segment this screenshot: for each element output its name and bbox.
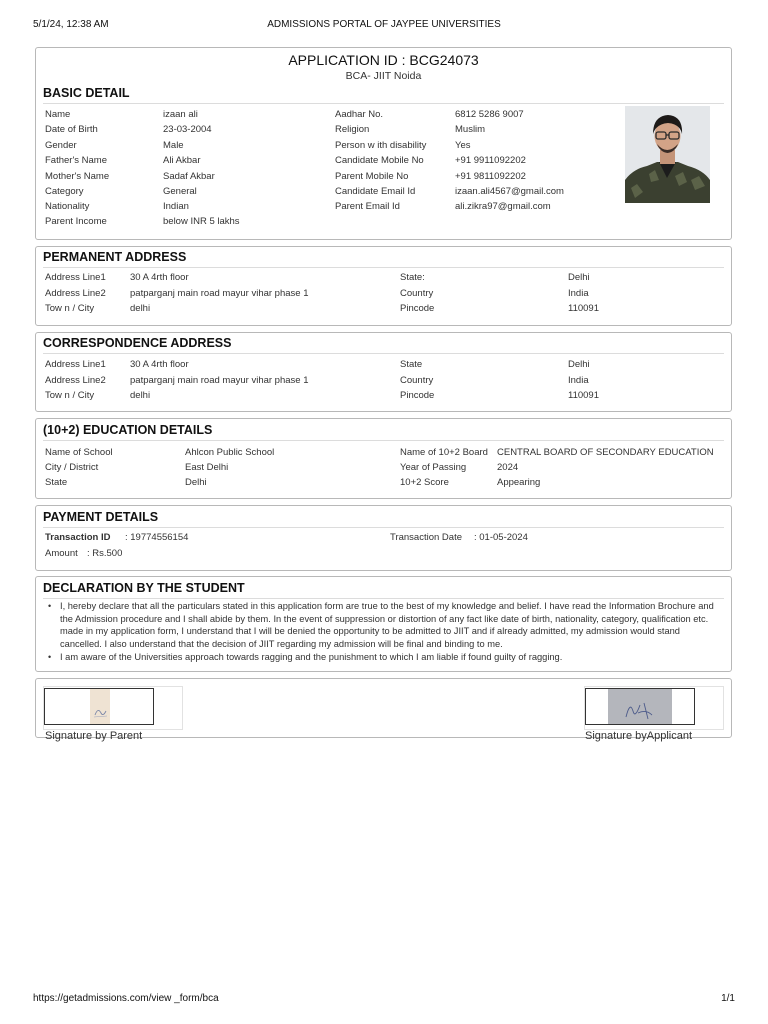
parent-signature-image	[44, 688, 154, 725]
field-label: Address Line1	[45, 359, 106, 370]
applicant-signature-caption: Signature byApplicant	[585, 730, 693, 742]
field-label: State	[400, 359, 423, 370]
field-label: Pincode	[400, 303, 435, 314]
field-value: 30 A 4rth floor	[130, 359, 189, 370]
field-label: Candidate Mobile No	[335, 155, 424, 166]
applicant-signature-mark	[586, 689, 695, 725]
field-label: City / District	[45, 462, 99, 473]
correspondence-address-section	[35, 332, 732, 412]
field-label: Name of 10+2 Board	[400, 447, 488, 458]
field-label: Gender	[45, 140, 77, 151]
field-label: Mother's Name	[45, 171, 110, 182]
section-divider	[43, 103, 724, 104]
field-label: 10+2 Score	[400, 477, 449, 488]
permanent-address-section	[35, 246, 732, 326]
parent-signature-caption: Signature by Parent	[45, 730, 143, 742]
field-value: Appearing	[497, 477, 541, 488]
field-value: Sadaf Akbar	[163, 171, 215, 182]
applicant-signature-frame	[584, 686, 724, 730]
field-label: Tow n / City	[45, 303, 95, 314]
print-footer	[33, 993, 735, 1007]
section-title: DECLARATION BY THE STUDENT	[43, 581, 245, 595]
section-divider	[43, 267, 724, 268]
field-label: Name	[45, 109, 71, 120]
section-title: PAYMENT DETAILS	[43, 510, 159, 524]
field-label: Address Line2	[45, 375, 106, 386]
field-value: CENTRAL BOARD OF SECONDARY EDUCATION	[497, 447, 714, 458]
candidate-photo	[625, 106, 710, 203]
field-label: Father's Name	[45, 155, 108, 166]
transaction-date-label: Transaction Date	[390, 532, 462, 543]
section-divider	[43, 527, 724, 528]
field-value: Delhi	[568, 272, 590, 283]
field-label: Tow n / City	[45, 390, 95, 401]
field-value: India	[568, 288, 589, 299]
payment-section	[35, 505, 732, 571]
field-value: Yes	[455, 140, 471, 151]
field-value: India	[568, 375, 589, 386]
signatures-section	[35, 678, 732, 742]
declaration-point: • I am aware of the Universities approach towards ragging and the punishment to which I am liable if found guilty of ragging.	[60, 651, 724, 664]
field-label: Address Line1	[45, 272, 106, 283]
field-value: below INR 5 lakhs	[163, 216, 240, 227]
amount-value: : Rs.500	[87, 548, 123, 559]
section-title: PERMANENT ADDRESS	[43, 250, 187, 264]
declaration-section	[35, 576, 732, 672]
field-value: 110091	[568, 390, 599, 401]
declaration-list	[60, 600, 724, 665]
section-title: BASIC DETAIL	[43, 86, 130, 100]
field-label: Person w ith disability	[335, 140, 427, 151]
field-label: Parent Income	[45, 216, 107, 227]
field-value: delhi	[130, 390, 151, 401]
field-label: Category	[45, 186, 84, 197]
field-value: East Delhi	[185, 462, 229, 473]
page-number: 1/1	[721, 993, 735, 1004]
field-value: Delhi	[185, 477, 207, 488]
field-label: Religion	[335, 124, 370, 135]
field-label: Pincode	[400, 390, 435, 401]
field-label: Parent Email Id	[335, 201, 400, 212]
field-value: ali.zikra97@gmail.com	[455, 201, 551, 212]
applicant-signature-image	[585, 688, 695, 725]
basic-detail-section	[35, 47, 732, 240]
field-value: Male	[163, 140, 184, 151]
field-value: patparganj main road mayur vihar phase 1	[130, 375, 309, 386]
portal-title: ADMISSIONS PORTAL OF JAYPEE UNIVERSITIES	[267, 19, 501, 30]
field-label: State	[45, 477, 68, 488]
field-value: +91 9811092202	[455, 171, 526, 182]
application-id: APPLICATION ID : BCG24073	[288, 52, 479, 68]
field-label: Year of Passing	[400, 462, 467, 473]
field-label: Country	[400, 375, 434, 386]
field-value: 6812 5286 9007	[455, 109, 524, 120]
parent-signature-mark	[45, 689, 154, 725]
field-value: Muslim	[455, 124, 486, 135]
field-value: 110091	[568, 303, 599, 314]
field-value: patparganj main road mayur vihar phase 1	[130, 288, 309, 299]
program-name: BCA- JIIT Noida	[345, 70, 422, 82]
print-datetime: 5/1/24, 12:38 AM	[33, 19, 109, 30]
field-label: Aadhar No.	[335, 109, 384, 120]
field-value: izaan ali	[163, 109, 198, 120]
field-label: State:	[400, 272, 425, 283]
field-label: Candidate Email Id	[335, 186, 416, 197]
declaration-point: • I, hereby declare that all the particulars stated in this application form are true to the best of my knowledge and belief. I have read the Information Brochure and the Admission procedure and I shall abide by them. In the event of suppression or distortion of any fact like date of birth, nationality, category, qualification etc. made in my application form, I understand that I will be denied the opportunity to be admitted to JIIT and if already admitted, my admission would stand cancelled. I also understand that the decision of JIIT regarding my admission will be final and binding to me.	[60, 600, 724, 650]
transaction-date-value: : 01-05-2024	[474, 532, 528, 543]
amount-label: Amount	[45, 548, 78, 559]
field-label: Name of School	[45, 447, 113, 458]
transaction-id-value: : 19774556154	[125, 532, 189, 543]
field-value: Ahlcon Public School	[185, 447, 275, 458]
section-divider	[43, 440, 724, 441]
field-label: Address Line2	[45, 288, 106, 299]
transaction-id-label: Transaction ID	[45, 532, 111, 543]
education-section	[35, 418, 732, 499]
field-value: Delhi	[568, 359, 590, 370]
candidate-photo-image	[625, 106, 710, 203]
field-value: 23-03-2004	[163, 124, 212, 135]
section-divider	[43, 598, 724, 599]
field-label: Nationality	[45, 201, 90, 212]
section-title: CORRESPONDENCE ADDRESS	[43, 336, 232, 350]
field-value: Indian	[163, 201, 189, 212]
parent-signature-frame	[43, 686, 183, 730]
field-value: izaan.ali4567@gmail.com	[455, 186, 564, 197]
print-header	[33, 19, 735, 33]
field-value: Ali Akbar	[163, 155, 201, 166]
section-title: (10+2) EDUCATION DETAILS	[43, 423, 213, 437]
field-value: +91 9911092202	[455, 155, 526, 166]
page-url[interactable]: https://getadmissions.com/view _form/bca	[33, 993, 219, 1004]
field-label: Date of Birth	[45, 124, 98, 135]
field-value: 2024	[497, 462, 519, 473]
field-label: Parent Mobile No	[335, 171, 409, 182]
field-value: General	[163, 186, 197, 197]
section-divider	[43, 353, 724, 354]
field-value: delhi	[130, 303, 151, 314]
field-label: Country	[400, 288, 434, 299]
field-value: 30 A 4rth floor	[130, 272, 189, 283]
